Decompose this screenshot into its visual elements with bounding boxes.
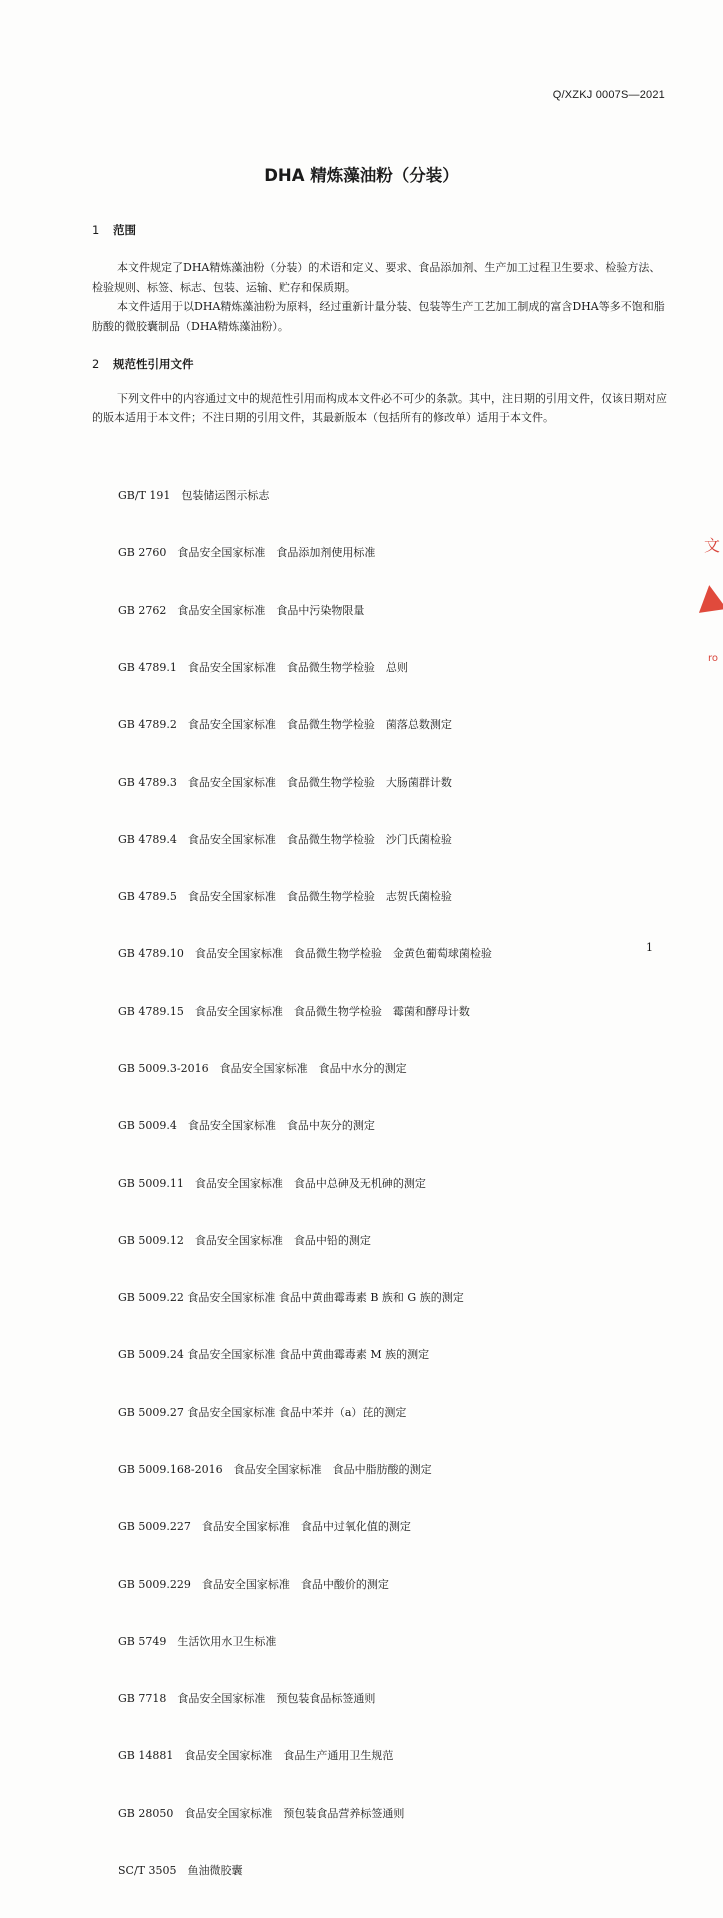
stamp-star-fragment xyxy=(695,583,723,613)
reference-item: GB 5009.11 食品安全国家标准 食品中总砷及无机砷的测定 xyxy=(118,1176,426,1190)
reference-item: GB 5009.4 食品安全国家标准 食品中灰分的测定 xyxy=(118,1119,375,1133)
stamp-fragment-bottom: ro xyxy=(708,653,719,664)
reference-item: GB 4789.1 食品安全国家标准 食品微生物学检验 总则 xyxy=(118,661,408,675)
references-intro-paragraph: 下列文件中的内容通过文中的规范性引用而构成本文件必不可少的条款。其中，注日期的引用文件，仅该日期对应的版本适用于本文件；不注日期的引用文件，其最新版本（包括所有的修改单）适用于本文件。 xyxy=(92,392,667,424)
section-number: 2 xyxy=(92,357,100,371)
reference-item: GB 5009.229 食品安全国家标准 食品中酸价的测定 xyxy=(118,1577,389,1591)
reference-item: GB 4789.2 食品安全国家标准 食品微生物学检验 菌落总数测定 xyxy=(118,718,452,732)
reference-item: GB 4789.15 食品安全国家标准 食品微生物学检验 霉菌和酵母计数 xyxy=(118,1004,470,1018)
document-title: DHA 精炼藻油粉（分装） xyxy=(264,166,459,185)
reference-item: GB 5009.22 食品安全国家标准 食品中黄曲霉毒素 B 族和 G 族的测定 xyxy=(118,1291,464,1305)
section-heading-scope xyxy=(92,222,136,238)
reference-item: GB 4789.5 食品安全国家标准 食品微生物学检验 志贺氏菌检验 xyxy=(118,890,452,904)
reference-item: GB 4789.10 食品安全国家标准 食品微生物学检验 金黄色葡萄球菌检验 xyxy=(118,947,492,961)
section-number: 1 xyxy=(92,223,100,237)
reference-item: GB 5009.227 食品安全国家标准 食品中过氧化值的测定 xyxy=(118,1520,411,1534)
reference-item: GB 4789.3 食品安全国家标准 食品微生物学检验 大肠菌群计数 xyxy=(118,775,452,789)
scope-paragraph-2: 本文件适用于以DHA精炼藻油粉为原料，经过重新计量分装、包装等生产工艺加工制成的富含DHA等多不饱和脂肪酸的微胶囊制品（DHA精炼藻油粉）。 xyxy=(92,300,665,333)
reference-item: GB 5009.3-2016 食品安全国家标准 食品中水分的测定 xyxy=(118,1062,407,1075)
page-number: 1 xyxy=(646,941,653,954)
reference-item: SC/T 3505 鱼油微胶囊 xyxy=(118,1863,243,1877)
reference-item: GB 2760 食品安全国家标准 食品添加剂使用标准 xyxy=(118,546,376,560)
stamp-fragment-top: 文 xyxy=(704,536,721,555)
reference-item: GB 5009.27 食品安全国家标准 食品中苯并（a）芘的测定 xyxy=(118,1405,407,1419)
reference-item: GB 14881 食品安全国家标准 食品生产通用卫生规范 xyxy=(118,1749,394,1763)
scope-paragraph-1: 本文件规定了DHA精炼藻油粉（分装）的术语和定义、要求、食品添加剂、生产加工过程卫生要求、检验方法、检验规则、标签、标志、包装、运输、贮存和保质期。 xyxy=(92,261,661,294)
reference-item: GB 5009.168-2016 食品安全国家标准 食品中脂肪酸的测定 xyxy=(118,1462,432,1476)
reference-item: GB 2762 食品安全国家标准 食品中污染物限量 xyxy=(118,603,365,617)
reference-list xyxy=(118,448,492,1918)
reference-item: GB 4789.4 食品安全国家标准 食品微生物学检验 沙门氏菌检验 xyxy=(118,832,452,846)
reference-item: GB/T 191 包装储运图示标志 xyxy=(118,489,270,503)
section-title: 范围 xyxy=(113,223,136,237)
reference-item: GB 7718 食品安全国家标准 预包装食品标签通则 xyxy=(118,1692,376,1706)
standard-code: Q/XZKJ 0007S—2021 xyxy=(552,89,665,101)
section-heading-normative-references xyxy=(92,356,194,372)
reference-item: GB 5009.12 食品安全国家标准 食品中铅的测定 xyxy=(118,1233,371,1247)
section-title: 规范性引用文件 xyxy=(113,357,194,371)
reference-item: GB 5749 生活饮用水卫生标准 xyxy=(118,1634,277,1648)
reference-item: GB 28050 食品安全国家标准 预包装食品营养标签通则 xyxy=(118,1806,405,1820)
reference-item: GB 5009.24 食品安全国家标准 食品中黄曲霉毒素 M 族的测定 xyxy=(118,1348,430,1362)
